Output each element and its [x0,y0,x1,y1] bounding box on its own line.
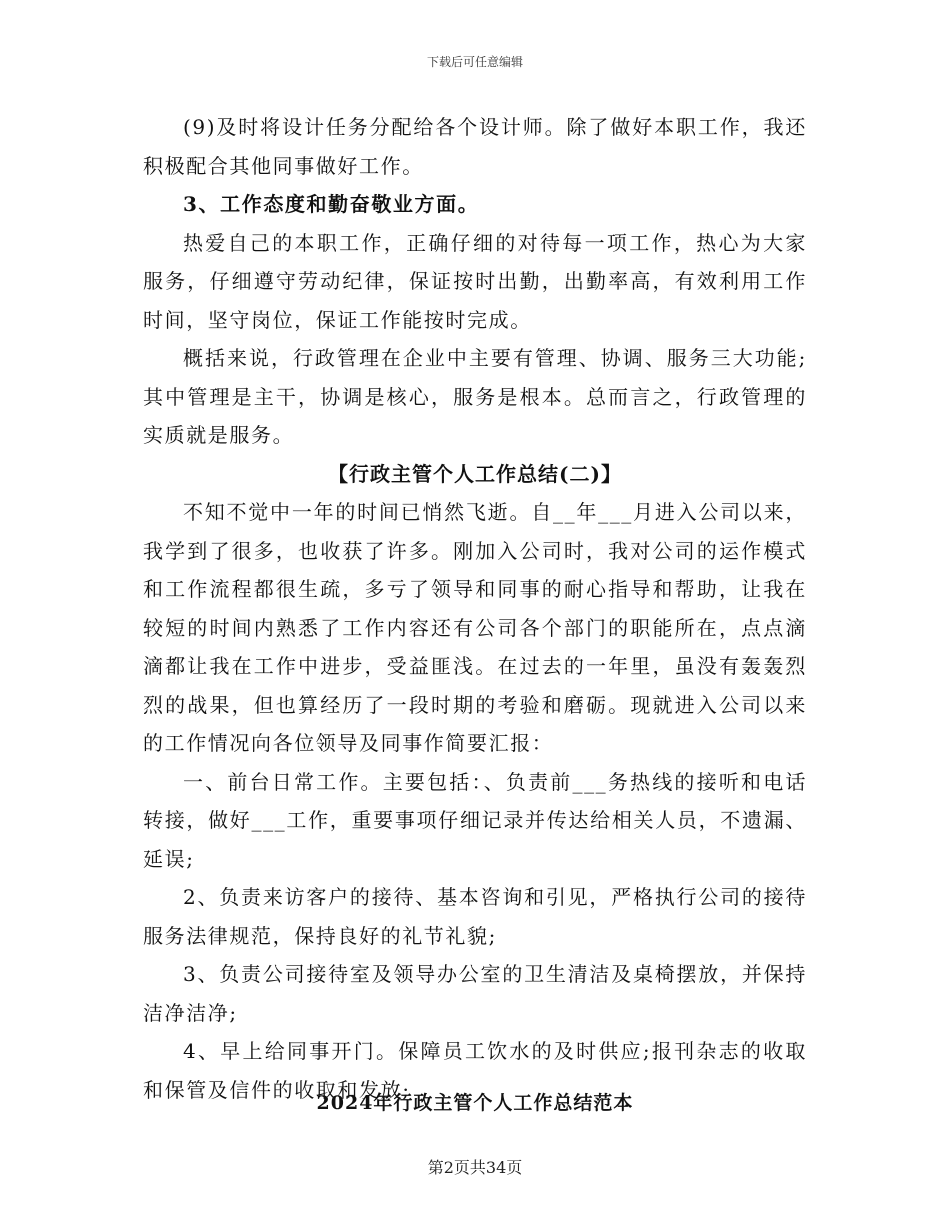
paragraph: 热爱自己的本职工作，正确仔细的对待每一项工作，热心为大家服务，仔细遵守劳动纪律，保证按时出勤，出勤率高，有效利用工作时间，坚守岗位，保证工作能按时完成。 [143,230,807,332]
section-subheading: 3、工作态度和勤奋敬业方面。 [183,192,480,216]
document-body [143,108,807,1109]
paragraph: 不知不觉中一年的时间已悄然飞逝。自__年___月进入公司以来，我学到了很多，也收获了许多。刚加入公司时，我对公司的运作模式和工作流程都很生疏，多亏了领导和同事的耐心指导和帮助，让我在较短的时间内熟悉了工作内容还有公司各个部门的职能所在，点点滴滴都让我在工作中进步，受益匪浅。在过去的一年里，虽没有轰轰烈烈的战果，但也算经历了一段时期的考验和磨砺。现就进入公司以来的工作情况向各位领导及同事作简要汇报： [143,500,807,755]
section-heading: 【行政主管个人工作总结(二)】 [328,461,622,486]
paragraph: (9)及时将设计任务分配给各个设计师。除了做好本职工作，我还积极配合其他同事做好工作。 [143,115,807,178]
document-title: 2024年行政主管个人工作总结范本 [316,1092,634,1114]
page-number: 第2页共34页 [427,1158,523,1177]
paragraph: 一、前台日常工作。主要包括：、负责前___务热线的接听和电话转接，做好___工作，重要事项仔细记录并传达给相关人员，不遗漏、延误; [143,769,807,871]
paragraph: 2、负责来访客户的接待、基本咨询和引见，严格执行公司的接待服务法律规范，保持良好的礼节礼貌; [143,885,807,948]
paragraph: 3、负责公司接待室及领导办公室的卫生清洁及桌椅摆放，并保持洁净洁净; [143,962,807,1025]
header-note: 下载后可任意编辑 [426,55,523,69]
paragraph: 概括来说，行政管理在企业中主要有管理、协调、服务三大功能;其中管理是主干，协调是核心，服务是根本。总而言之，行政管理的实质就是服务。 [143,346,807,447]
paragraph: 4、早上给同事开门。保障员工饮水的及时供应;报刊杂志的收取和保管及信件的收取和发放; [143,1039,807,1102]
